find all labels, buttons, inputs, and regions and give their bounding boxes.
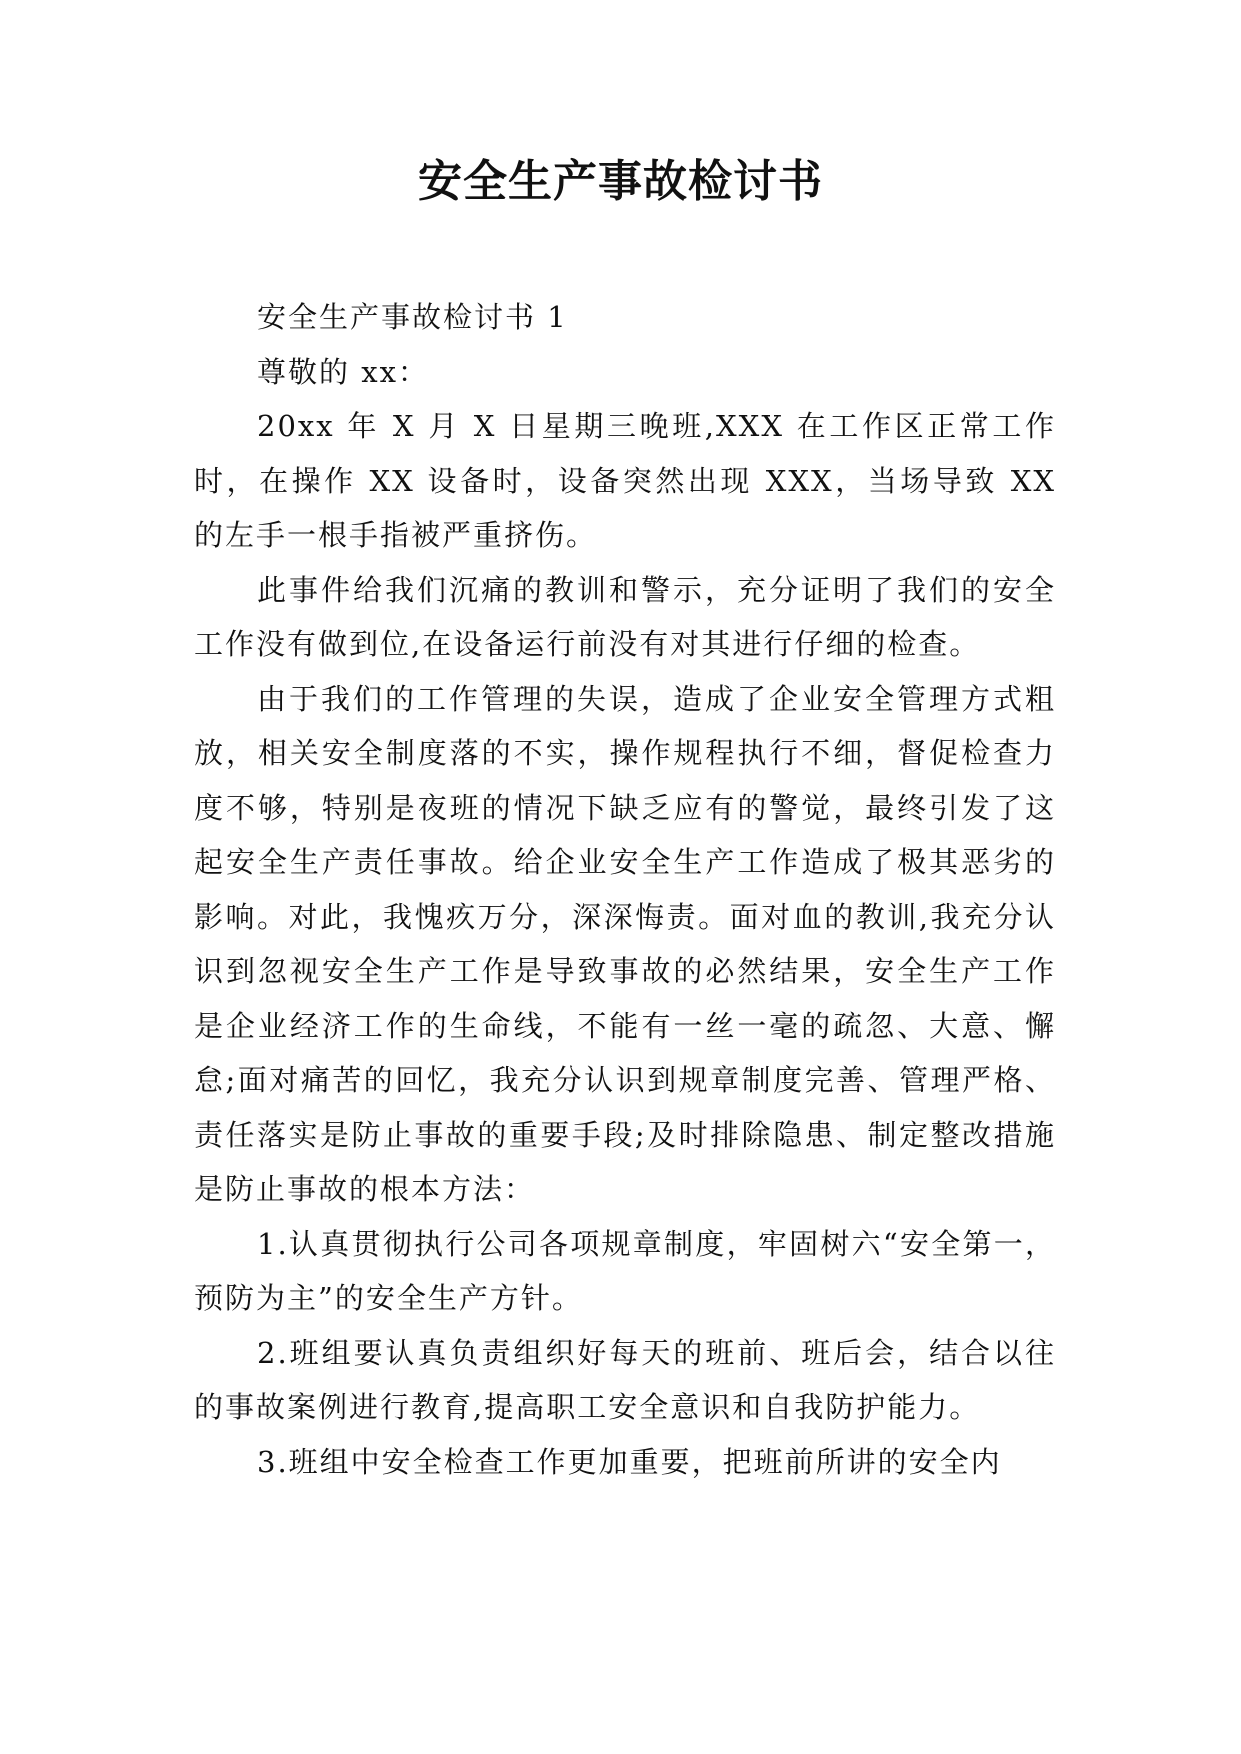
paragraph-measure-2: 2.班组要认真负责组织好每天的班前、班后会，结合以往的事故案例进行教育,提高职工安全意识和自我防护能力。 <box>194 1335 1056 1424</box>
document-body <box>194 290 1056 1489</box>
paragraph-reflection: 由于我们的工作管理的失误，造成了企业安全管理方式粗放，相关安全制度落的不实，操作规程执行不细，督促检查力度不够，特别是夜班的情况下缺乏应有的警觉，最终引发了这起安全生产责任事故。给企业安全生产工作造成了极其恶劣的影响。对此，我愧疚万分，深深悔责。面对血的教训,我充分认识到忽视安全生产工作是导致事故的必然结果，安全生产工作是企业经济工作的生命线，不能有一丝一毫的疏忽、大意、懈怠;面对痛苦的回忆，我充分认识到规章制度完善、管理严格、责任落实是防止事故的重要手段;及时排除隐患、制定整改措施是防止事故的根本方法： <box>194 681 1056 1206</box>
paragraph-incident: 20xx 年 X 月 X 日星期三晚班,XXX 在工作区正常工作时，在操作 XX 设备时，设备突然出现 XXX，当场导致 XX 的左手一根手指被严重挤伤。 <box>194 409 1056 552</box>
paragraph-lesson: 此事件给我们沉痛的教训和警示，充分证明了我们的安全工作没有做到位,在设备运行前没有对其进行仔细的检查。 <box>194 572 1056 661</box>
paragraph-measure-3: 3.班组中安全检查工作更加重要，把班前所讲的安全内 <box>257 1444 1002 1479</box>
paragraph-salutation: 尊敬的 xx： <box>257 354 429 389</box>
document-title: 安全生产事故检讨书 <box>418 156 823 207</box>
paragraph-measure-1: 1.认真贯彻执行公司各项规章制度，牢固树六“安全第一，预防为主”的安全生产方针。 <box>194 1226 1056 1315</box>
paragraph-heading: 安全生产事故检讨书 1 <box>257 300 568 334</box>
